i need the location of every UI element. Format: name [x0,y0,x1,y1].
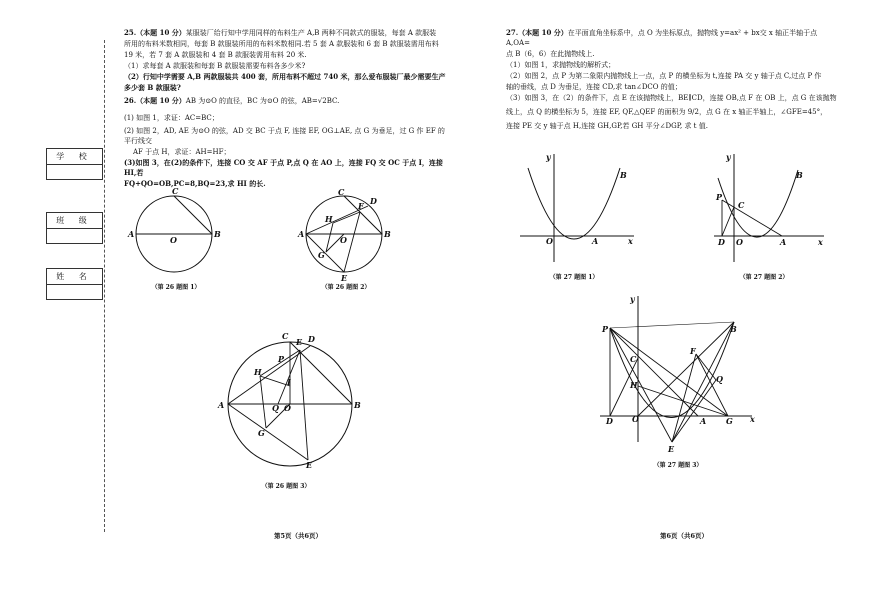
name-label: 姓 名 [47,269,102,285]
label-a: A [780,237,787,247]
label-b: B [214,229,221,239]
label-o: O [546,236,553,246]
label-o: O [736,237,743,247]
segment-pe [610,328,672,442]
label-o: O [170,235,177,245]
label-y: y [726,152,731,162]
caption-26-1: （第 26 题图 1） [151,284,201,291]
q25-intro: 25.（本题 10 分）某服装厂给行知中学用同样的布料生产 A,B 两种不同款式的服装，每套 A 款服装 [124,28,437,37]
label-i: I [287,377,291,387]
label-a: A [700,416,707,426]
left-page-text [124,28,450,190]
label-h: H [630,380,638,390]
segment-eq [672,380,716,442]
segment-pa [722,200,782,236]
label-e: E [341,273,348,282]
q26-intro: 26.（本题 10 分）AB 为⊙O 的直径，BC 为⊙O 的弦，AB=√2BC. [124,96,340,105]
q27-part3b: 线上，点 Q 的横坐标为 5，连接 EF, QF,△QEF 的面积为 9/2，点 G 在 x 轴正半轴上，∠GFE=45°， [506,108,828,116]
q27-part3c: 连接 PE 交 y 轴于点 H,连接 GH,GP,若 GH 平分∠DGP, 求 t 值. [506,122,708,130]
q27-line2: 点 B（6，6）在此抛物线上. [506,50,595,58]
label-b: B [730,324,737,334]
segment-gh [260,376,266,428]
segment-pa [610,328,698,416]
caption-27-3: （第 27 题图 3） [653,462,703,469]
label-o: O [284,403,291,413]
caption-27-2: （第 27 题图 2） [739,274,789,281]
label-d: D [370,196,377,206]
school-label: 学 校 [47,149,102,165]
chord-ae [228,404,308,460]
q25-line3: 19 米，若 7 套 A 款服装和 4 套 B 款服装需用布料 20 米. [124,51,307,59]
label-e-bottom: E [306,460,313,470]
q25-part2b: 多少套 B 款服装? [124,83,181,92]
name-box [46,268,103,300]
binding-line [104,40,105,532]
segment-cd [722,207,734,236]
label-x: x [818,237,823,247]
figure-26-3 [214,328,364,470]
segment-ef [300,350,308,460]
q26-part1: (1) 如图 1，求证：AC=BC； [124,114,219,122]
label-e: E [668,444,675,454]
label-o: O [340,235,347,245]
label-c: C [172,186,179,196]
q27-part2b: 轴的垂线，点 D 为垂足，连接 CD,求 tan∠DCO 的值； [506,83,682,91]
label-d: D [606,416,613,426]
label-c: C [282,331,289,341]
label-g: G [318,250,325,260]
label-b: B [384,229,391,239]
label-a: A [592,236,599,246]
page-number-left: 第5页（共6页） [274,532,323,540]
segment-gh [326,223,333,252]
chord-bc [174,196,212,234]
name-field[interactable] [47,285,102,299]
label-h: H [325,214,333,224]
label-q: Q [272,403,279,413]
class-box [46,212,103,244]
right-page-text [506,28,838,132]
segment-pb [610,322,734,328]
label-p: P [716,192,723,202]
segment-hf [333,212,360,223]
segment-hi [260,376,290,386]
parabola [610,322,734,418]
label-c: C [630,354,637,364]
label-b: B [354,400,361,410]
figure-26-1 [126,186,226,278]
q26-part2: (2) 如图 2，AD, AE 为⊙O 的弦，AD 交 BC 于点 F, 连接 EF, OG⊥AE, 点 G 为垂足，过 G 作 EF 的平行线交 [124,127,445,145]
label-c: C [338,187,345,197]
label-b: B [796,170,803,180]
q27-part1: （1）如图 1，求抛物线的解析式； [506,61,616,69]
label-o: O [632,414,639,424]
label-e-top: E [296,337,303,347]
q26-part3b: FQ+QO=OB,PC=8,BQ=23,求 HI 的长. [124,179,266,188]
figure-27-1 [516,150,640,268]
label-d: D [308,334,315,344]
parabola [718,170,798,237]
q25-part2: （2）行知中学需要 A,B 两款服装共 400 套，所用布料不超过 740 米，那么爱布服装厂最少需要生产 [124,72,446,81]
page-number-right: 第6页（共6页） [660,532,709,540]
caption-27-1: （第 27 题图 1） [549,274,599,281]
school-field[interactable] [47,165,102,179]
label-a: A [128,229,135,239]
label-d: D [718,237,725,247]
q27-intro: 27.（本题 10 分）在平面直角坐标系中，点 O 为坐标原点，抛物线 y=ax² + bx交 x 轴正半轴于点 A,OA= [506,28,818,47]
label-y: y [546,152,551,162]
figure-27-3 [596,292,760,456]
q25-line2: 所用的布料米数相同，每套 B 款服装所用的布料米数相同.若 5 套 A 款服装和 6 套 B 款服装需用布料 [124,40,439,48]
q27-part2: （2）如图 2，点 P 为第二象限内抛物线上一点，点 P 的横坐标为 t,连接 PA 交 y 轴于点 C,过点 P 作 [506,72,822,80]
class-label: 班 级 [47,213,102,229]
segment-ef [672,354,696,442]
label-b: B [620,170,627,180]
label-p: P [278,354,285,364]
label-f: F [358,201,364,211]
school-box [46,148,103,180]
label-a: A [298,229,305,239]
label-h: H [254,367,262,377]
figure-26-2 [296,186,396,282]
caption-26-3: （第 26 题图 3） [261,483,311,490]
label-p: P [602,324,609,334]
label-g: G [258,428,265,438]
q26-part3: (3)如图 3，在(2)的条件下，连接 CO 交 AF 于点 P,点 Q 在 AO 上，连接 FQ 交 OC 于点 I，连接 HI,若 [124,158,443,177]
label-x: x [750,414,755,424]
caption-26-2: （第 26 题图 2） [321,284,371,291]
label-y: y [630,294,635,304]
parabola [528,168,620,239]
class-field[interactable] [47,229,102,243]
q27-part3: （3）如图 3，在（2）的条件下，点 E 在该抛物线上，BE∥CD，连接 OB,点 F 在 OB 上，点 G 在该抛物 [506,94,837,102]
label-x: x [628,236,633,246]
label-f: F [690,346,696,356]
label-c: C [738,200,745,210]
q26-part2b: AF 于点 H，求证：AH=HF； [133,148,231,156]
q25-part1: （1）求每套 A 款服装和每套 B 款服装需要布料各多少米? [124,62,306,70]
label-g: G [726,416,733,426]
label-a: A [218,400,225,410]
figure-27-2 [710,150,828,268]
label-q: Q [716,374,723,384]
